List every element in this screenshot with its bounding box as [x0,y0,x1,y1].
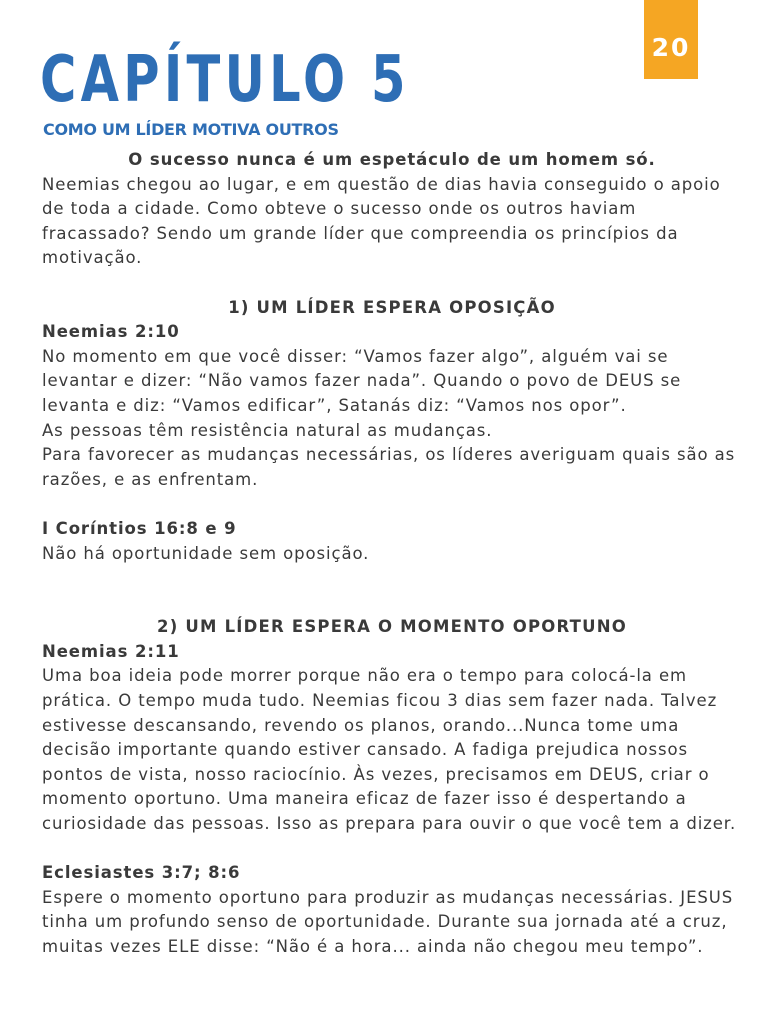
section1-paragraph-3: Para favorecer as mudanças necessárias, os líderes averiguam quais são as razões, e as enfrentam. [42,445,736,489]
section1-paragraph-2: As pessoas têm resistência natural as mudanças. [42,420,493,440]
section2-heading: 2) UM LÍDER ESPERA O MOMENTO OPORTUNO [157,617,627,637]
section1-paragraph-4: Não há oportunidade sem oposição. [42,543,370,563]
section1-heading: 1) UM LÍDER ESPERA OPOSIÇÃO [228,297,556,317]
chapter-title: CAPÍTULO 5 [40,43,410,117]
intro-tagline: O sucesso nunca é um espetáculo de um homem só. [128,150,656,169]
section2-reference: Neemias 2:11 [42,641,180,661]
section2-paragraph-1: Uma boa ideia pode morrer porque não era o tempo para colocá-la em prática. O tempo muda tudo. Neemias ficou 3 dias sem fazer nada. Talvez estivesse descansando, revendo os planos, orando...Nunca tome uma decisão importante quando estiver cansado. A fadiga prejudica nossos pontos de vista, nosso raciocínio. Às vezes, precisamos em DEUS, criar o momento oportuno. Uma maneira eficaz de fazer isso é despertando a curiosidade das pessoas. Isso as prepara para ouvir o que você tem a dizer. [42,666,737,834]
page-number-badge [644,0,698,79]
section1-paragraph-1: No momento em que você disser: “Vamos fazer algo”, alguém vai se levantar e dizer: “Não vamos fazer nada”. Quando o povo de DEUS se levanta e diz: “Vamos edificar”, Satanás diz: “Vamos nos opor”. [42,346,682,415]
chapter-subtitle: COMO UM LÍDER MOTIVA OUTROS [43,120,339,139]
intro-paragraph: Neemias chegou ao lugar, e em questão de dias havia conseguido o apoio de toda a cidade. Como obteve o sucesso onde os outros haviam fracassado? Sendo um grande líder que compreendia os princípios da motivação. [42,174,721,268]
section1-reference: Neemias 2:10 [42,322,180,342]
section2-reference-2: Eclesiastes 3:7; 8:6 [42,863,241,883]
section2-paragraph-2: Espere o momento oportuno para produzir as mudanças necessárias. JESUS tinha um profundo senso de oportunidade. Durante sua jornada até a cruz, muitas vezes ELE disse: “Não é a hora... ainda não chegou meu tempo”. [42,887,734,956]
chapter-body [42,148,742,960]
page-number: 20 [651,33,691,62]
section1-reference-2: I Coríntios 16:8 e 9 [42,518,237,538]
